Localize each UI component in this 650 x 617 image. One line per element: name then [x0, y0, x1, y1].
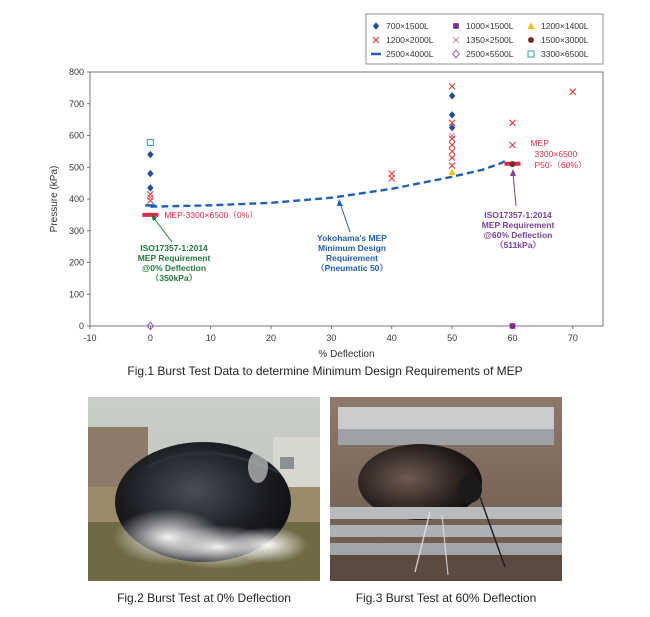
- legend-entry: 700×1500L: [386, 21, 429, 31]
- legend-entry: 2500×5500L: [466, 49, 514, 59]
- yokohama-annotation-line: Requirement: [326, 253, 378, 263]
- data-point: [147, 139, 153, 145]
- fig1-caption: Fig.1 Burst Test Data to determine Minimum Design Requirements of MEP: [127, 364, 523, 378]
- x-tick-label: 20: [266, 333, 277, 343]
- mep-60pct-label-line: 3300×6500: [534, 148, 578, 159]
- data-point: [449, 169, 456, 176]
- data-point: [389, 175, 395, 181]
- x-tick-label: 40: [386, 333, 397, 343]
- y-axis-label: Pressure (kPa): [49, 165, 60, 233]
- iso-0pct-annotation-line: @0% Deflection: [141, 263, 207, 273]
- data-point: [449, 136, 455, 142]
- legend-entry: 1200×1400L: [541, 21, 589, 31]
- mep-60pct-label-line: MEP: [530, 137, 549, 148]
- x-tick-label: 70: [567, 333, 578, 343]
- legend-entry: 1350×2500L: [466, 35, 514, 45]
- data-point: [449, 155, 455, 161]
- fig2-caption: Fig.2 Burst Test at 0% Deflection: [117, 591, 291, 605]
- yokohama-annotation-line: Yokohama's MEP: [317, 233, 387, 243]
- iso-60pct-annotation-line: （511kPa）: [495, 240, 541, 250]
- x-tick-label: 10: [205, 333, 216, 343]
- data-point: [570, 89, 576, 95]
- legend-marker: [528, 37, 534, 43]
- data-point: [449, 148, 455, 154]
- y-tick-label: 400: [68, 194, 84, 204]
- x-tick-label: 30: [326, 333, 337, 343]
- iso-60pct-annotation-line: ISO17357-1:2014: [484, 210, 552, 220]
- x-axis-label: % Deflection: [318, 349, 375, 360]
- data-point: [449, 163, 455, 169]
- data-point: [147, 151, 153, 158]
- y-tick-label: 500: [68, 162, 84, 173]
- legend-entry: 1000×1500L: [466, 21, 514, 31]
- data-point: [510, 323, 516, 329]
- iso-0pct-annotation-line: MEP Requirement: [137, 253, 211, 263]
- data-point: [509, 142, 515, 148]
- iso-60pct-annotation-line: MEP Requirement: [481, 220, 555, 230]
- legend-entry: 3300×6500L: [541, 49, 589, 59]
- data-point: [449, 142, 455, 148]
- annotation-arrow: [153, 217, 172, 242]
- y-tick-label: 300: [68, 225, 84, 236]
- data-point: [450, 133, 455, 138]
- data-point: [147, 198, 153, 204]
- data-point: [147, 184, 153, 191]
- x-tick-label: -10: [83, 333, 97, 343]
- mep-60pct-label-line: P50-（60%）: [534, 159, 587, 170]
- annotation-arrow: [513, 173, 516, 206]
- legend-marker: [453, 23, 459, 29]
- legend-entry: 1500×3000L: [541, 35, 589, 45]
- x-tick-label: 60: [507, 333, 518, 343]
- mep-0pct-label: MEP-3300×6500（0%）: [164, 209, 258, 220]
- y-tick-label: 800: [68, 67, 84, 77]
- y-tick-label: 700: [68, 98, 84, 109]
- yokohama-annotation-line: （Pneumatic 50）: [316, 263, 388, 273]
- yokohama-annotation-line: Minimum Design: [317, 243, 387, 253]
- data-point: [147, 170, 153, 177]
- x-tick-label: 50: [447, 333, 458, 343]
- fig3-burst-photo: [330, 397, 562, 581]
- data-point: [449, 92, 455, 99]
- fig3-caption: Fig.3 Burst Test at 60% Deflection: [355, 591, 537, 605]
- annotation-arrow: [340, 203, 350, 232]
- legend-entry: 1200×2000L: [386, 35, 434, 45]
- y-tick-label: 600: [68, 130, 84, 141]
- annotation-arrowhead: [510, 169, 516, 176]
- data-point: [148, 195, 153, 200]
- y-tick-label: 0: [78, 321, 84, 331]
- data-point: [449, 111, 455, 118]
- data-point: [449, 83, 455, 89]
- plot-frame: [90, 72, 603, 326]
- data-point: [147, 191, 153, 197]
- legend-entry: 2500×4000L: [386, 49, 434, 59]
- y-tick-label: 200: [68, 257, 84, 268]
- y-tick-label: 100: [68, 289, 84, 300]
- iso-0pct-annotation-line: ISO17357-1:2014: [140, 243, 208, 253]
- data-point: [509, 161, 515, 167]
- iso-60pct-annotation-line: @60% Deflection: [483, 230, 553, 240]
- fig2-burst-photo: [88, 397, 320, 581]
- data-point: [509, 120, 515, 126]
- x-tick-label: 0: [147, 333, 153, 343]
- iso-0pct-annotation-line: （350kPa）: [150, 273, 198, 283]
- annotation-arrowhead: [337, 199, 343, 206]
